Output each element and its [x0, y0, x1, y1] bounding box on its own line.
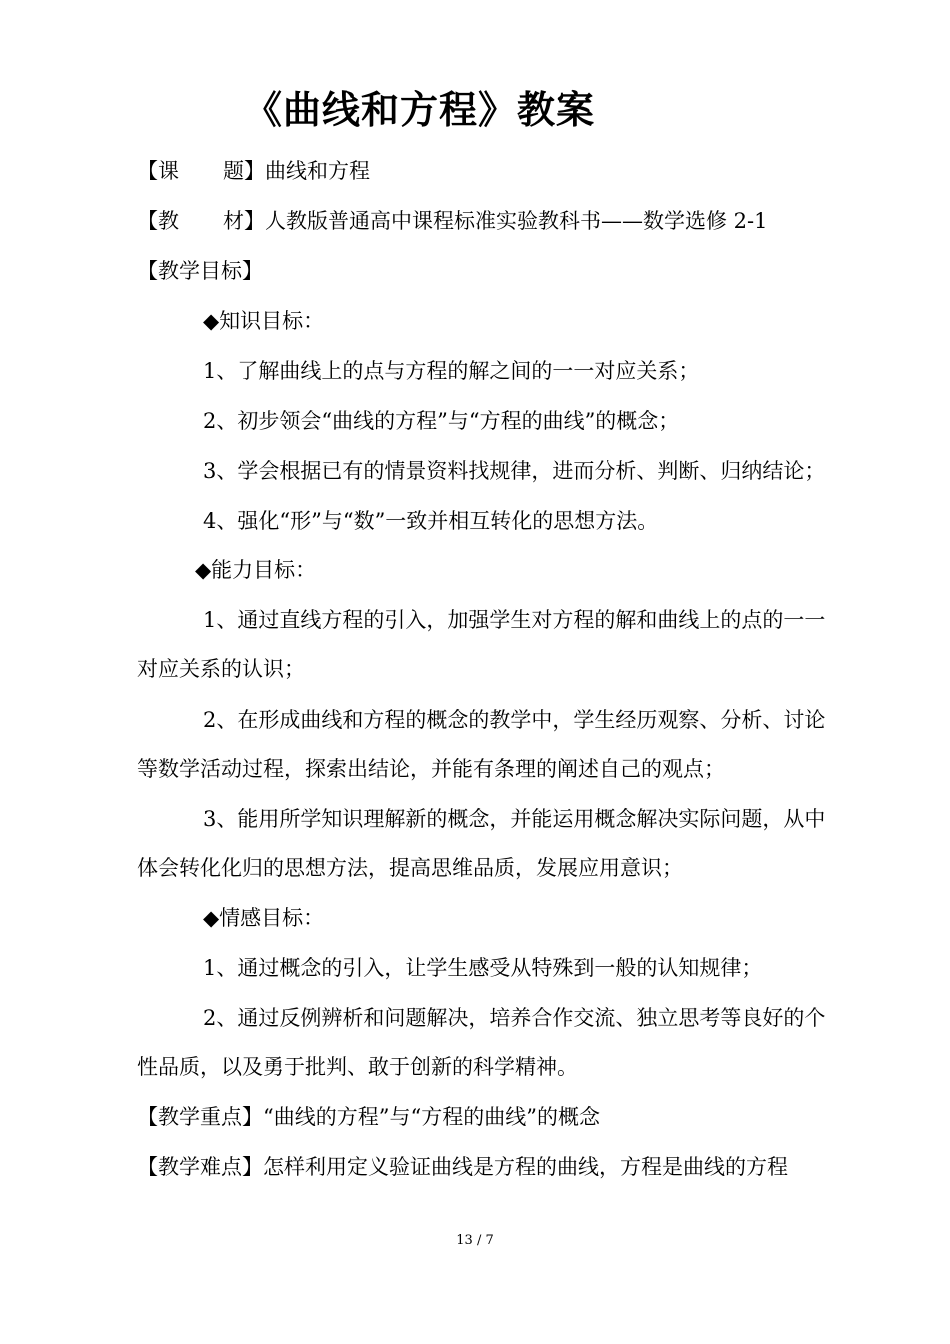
difficulty-line: 【教学难点】怎样利用定义验证曲线是方程的曲线，方程是曲线的方程 [137, 1155, 788, 1179]
ability-item-2-line-2: 等数学活动过程，探索出结论，并能有条理的阐述自己的观点； [137, 757, 725, 781]
ability-item-3-line-1: 3、能用所学知识理解新的概念，并能运用概念解决实际问题，从中 [203, 807, 826, 831]
material-value: 人教版普通高中课程标准实验教科书——数学选修 2-1 [265, 209, 768, 233]
material-label-start: 【教 [137, 209, 179, 233]
topic-value: 曲线和方程 [265, 159, 370, 183]
topic-label-start: 【课 [137, 159, 179, 183]
page-number: 13 / 7 [456, 1233, 494, 1248]
emotion-heading: ◆情感目标： [203, 906, 325, 930]
document-title: 《曲线和方程》教案 [244, 88, 596, 132]
goals-heading: 【教学目标】 [137, 259, 263, 283]
emotion-item-1: 1、通过概念的引入，让学生感受从特殊到一般的认知规律； [203, 956, 763, 980]
emotion-item-2-line-2: 性品质，以及勇于批判、敢于创新的科学精神。 [137, 1055, 578, 1079]
ability-item-2-line-1: 2、在形成曲线和方程的概念的教学中，学生经历观察、分析、讨论 [203, 708, 826, 732]
emotion-item-2-line-1: 2、通过反例辨析和问题解决，培养合作交流、独立思考等良好的个 [203, 1006, 826, 1030]
topic-label-end: 题】 [223, 159, 265, 183]
ability-item-3-line-2: 体会转化化归的思想方法，提高思维品质，发展应用意识； [137, 856, 683, 880]
ability-item-1-line-1: 1、通过直线方程的引入，加强学生对方程的解和曲线上的点的一一 [203, 608, 826, 632]
knowledge-item-3: 3、学会根据已有的情景资料找规律，进而分析、判断、归纳结论； [203, 459, 826, 483]
key-point-line: 【教学重点】“曲线的方程”与“方程的曲线”的概念 [137, 1105, 600, 1129]
ability-heading: ◆能力目标： [195, 558, 317, 582]
material-line [137, 206, 768, 236]
knowledge-heading: ◆知识目标： [203, 309, 325, 333]
ability-item-1-line-2: 对应关系的认识； [137, 657, 305, 681]
topic-line [137, 156, 370, 186]
knowledge-item-4: 4、强化“形”与“数”一致并相互转化的思想方法。 [203, 509, 659, 533]
knowledge-item-2: 2、初步领会“曲线的方程”与“方程的曲线”的概念； [203, 409, 680, 433]
material-label-end: 材】 [223, 209, 265, 233]
knowledge-item-1: 1、了解曲线上的点与方程的解之间的一一对应关系； [203, 359, 700, 383]
